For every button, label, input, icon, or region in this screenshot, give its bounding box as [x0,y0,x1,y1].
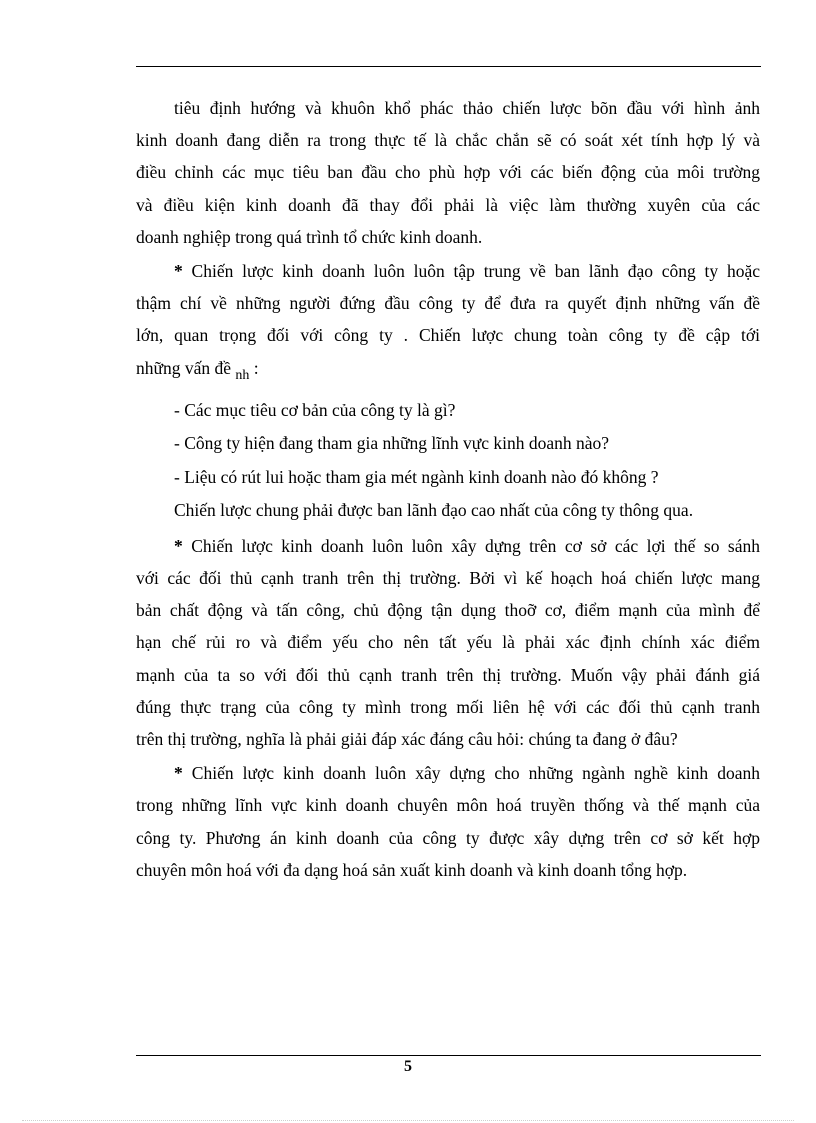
paragraph-3 [136,530,760,755]
list-item: - Công ty hiện đang tham gia những lĩnh vực kinh doanh nào? [174,433,610,454]
text-run: Chiến lược kinh doanh luôn luôn xây dựng trên cơ sở các lợi thế so sánh [182,535,760,556]
text-line: điều chỉnh các mục tiêu ban đầu cho phù hợp với các biến động của môi trường [136,162,760,183]
page-edge-divider [22,1120,794,1121]
footer-rule [136,1055,761,1056]
asterisk-marker: * [174,261,183,282]
text-line: công ty. Phương án kinh doanh của công ty được xây dựng trên cơ sở kết hợp [136,827,760,848]
list-item: - Liệu có rút lui hoặc tham gia mét ngành kinh doanh nào đó không ? [174,466,659,487]
text-line: kinh doanh đang diễn ra trong thực tế là chắc chắn sẽ có soát xét tính hợp lý và [136,130,760,151]
document-body [136,92,760,886]
text-line: chuyên môn hoá với đa dạng hoá sản xuất kinh doanh và kinh doanh tổng hợp. [136,859,688,880]
subscript-text: nh [235,367,250,383]
paragraph-4 [136,757,760,886]
text-line: với các đối thủ cạnh tranh trên thị trường. Bởi vì kế hoạch hoá chiến lược mang [136,568,760,589]
text-line: tiêu định hướng và khuôn khổ phác thảo chiến lược bõn đầu với hình ảnh [174,98,760,118]
text-line [136,530,760,562]
text-run: Chiến lược kinh doanh luôn xây dựng cho những ngành nghề kinh doanh [182,763,760,784]
list-item: - Các mục tiêu cơ bản của công ty là gì? [174,399,456,420]
asterisk-marker: * [174,535,183,556]
list-item: Chiến lược chung phải được ban lãnh đạo cao nhất của công ty thông qua. [174,500,694,521]
text-line: doanh nghiệp trong quá trình tổ chức kinh doanh. [136,226,483,247]
text-line: trên thị trường, nghĩa là phải giải đáp xác đáng câu hỏi: chúng ta đang ở đâu? [136,729,678,750]
text-line: đúng thực trạng của công ty mình trong mối liên hệ với các đối thủ cạnh tranh [136,696,760,717]
paragraph-1 [136,92,760,253]
text-line: bản chất động và tấn công, chủ động tận dụng thoỡ cơ, điểm mạnh của mình để [136,600,760,621]
text-line [136,255,760,287]
asterisk-marker: * [174,763,183,784]
text-line: hạn chế rủi ro và điểm yếu cho nên tất yếu là phải xác định chính xác điểm [136,632,760,653]
text-line: trong những lĩnh vực kinh doanh chuyên môn hoá truyền thống và thế mạnh của [136,795,760,816]
page-number: 5 [404,1058,412,1075]
text-line: lớn, quan trọng đối với công ty . Chiến lược chung toàn công ty đề cập tới [136,325,760,346]
text-run: : [249,357,259,378]
text-line: mạnh của ta so với đối thủ cạnh tranh trên thị trường. Muốn vậy phải đánh giá [136,664,760,685]
paragraph-2 [136,255,760,392]
bullet-list [136,394,760,528]
text-run: Chiến lược kinh doanh luôn luôn tập trung về ban lãnh đạo công ty hoặc [182,261,760,282]
header-rule [136,66,761,67]
text-line [136,757,760,789]
text-line: thậm chí về những người đứng đầu công ty để đưa ra quyết định những vấn đề [136,293,760,314]
text-run: những vấn đề [136,357,236,378]
text-line: và điều kiện kinh doanh đã thay đổi phải là việc làm thường xuyên của các [136,194,760,215]
text-line [136,352,760,392]
